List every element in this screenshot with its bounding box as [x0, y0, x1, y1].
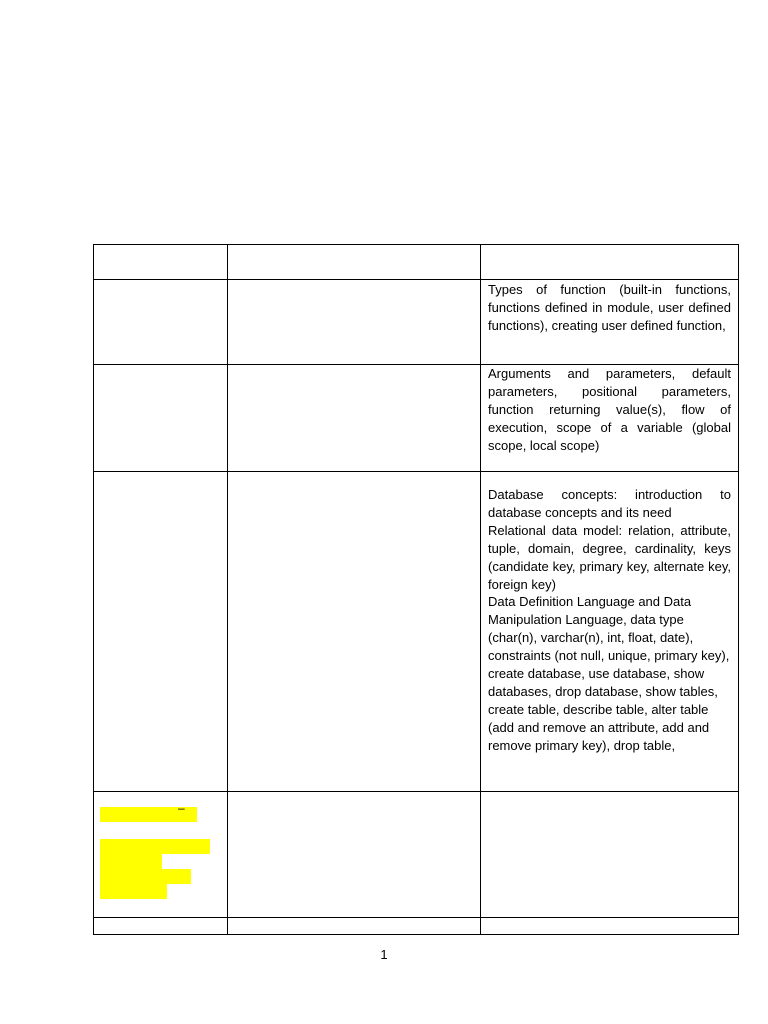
cell-content	[481, 472, 738, 755]
page-number: 1	[380, 947, 388, 962]
highlight-bar	[100, 839, 210, 854]
table-row	[94, 472, 739, 792]
table-cell	[481, 245, 739, 280]
highlight-bar	[100, 884, 167, 899]
table-row	[94, 245, 739, 280]
table-cell	[228, 918, 481, 935]
highlight-bar	[100, 854, 162, 869]
syllabus-text: Data Definition Language and Data Manipulation Language, data type (char(n), varchar(n), int, float, date), constraints (not null, unique, primary key), create database, use database, show databases, drop database, show tables, create table, describe table, alter table (add and remove an attribute, add and remove primary key), drop table,	[488, 594, 730, 753]
table-cell	[481, 792, 739, 918]
table-cell	[228, 280, 481, 365]
syllabus-text: Relational data model: relation, attribute, tuple, domain, degree, cardinality, keys (candidate key, primary key, alternate key, foreign key)	[488, 522, 731, 592]
table-cell	[94, 792, 228, 918]
syllabus-text: Types of function (built-in functions, functions defined in module, user defined functions), creating user defined function,	[488, 282, 731, 333]
table-cell	[481, 472, 739, 792]
table-cell	[228, 792, 481, 918]
table-cell	[94, 365, 228, 472]
table-cell	[94, 472, 228, 792]
table-cell	[94, 918, 228, 935]
highlight-dash: –	[178, 801, 185, 815]
table-row	[94, 792, 739, 918]
table-cell	[228, 472, 481, 792]
table-cell	[481, 918, 739, 935]
table-row	[94, 280, 739, 365]
cell-content	[481, 365, 738, 455]
table-cell	[481, 280, 739, 365]
table-row	[94, 365, 739, 472]
syllabus-table	[93, 244, 739, 935]
syllabus-text: Database concepts: introduction to database concepts and its need	[488, 487, 731, 520]
highlight-bar	[100, 869, 191, 884]
table-cell	[228, 365, 481, 472]
table-cell	[228, 245, 481, 280]
table-row	[94, 918, 739, 935]
table-cell	[94, 280, 228, 365]
redacted-highlight-block	[94, 792, 227, 912]
syllabus-text: Arguments and parameters, default parameters, positional parameters, function returning value(s), flow of execution, scope of a variable (global scope, local scope)	[488, 366, 731, 453]
table-cell	[481, 365, 739, 472]
cell-content	[481, 280, 738, 335]
table-cell	[94, 245, 228, 280]
